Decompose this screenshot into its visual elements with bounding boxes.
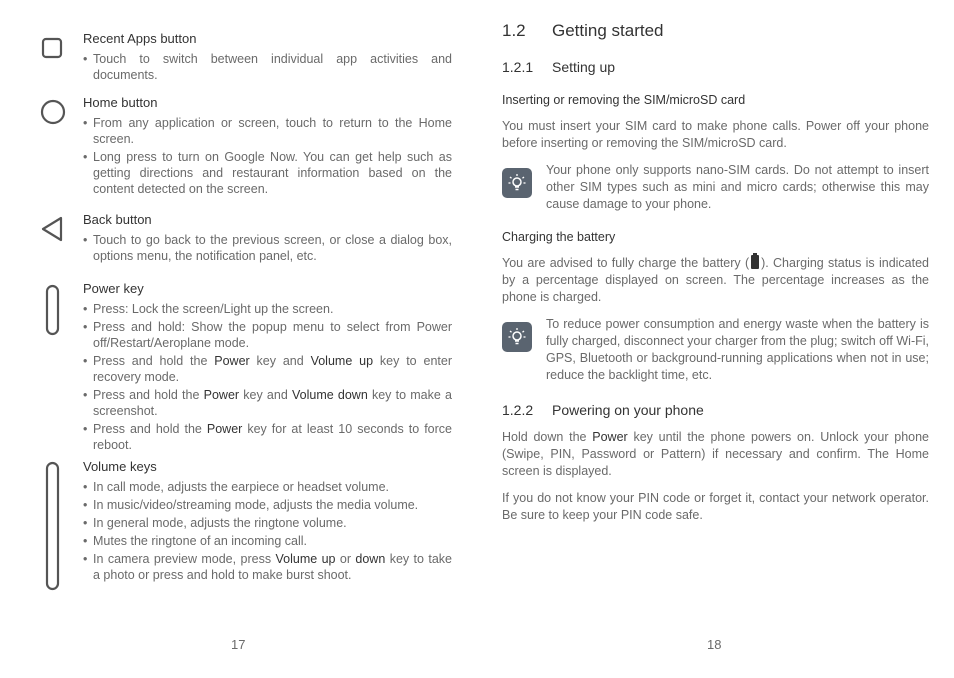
bullet-text: or: [335, 552, 356, 566]
bullet-item: [83, 515, 452, 531]
bullet-text: Press and hold the: [93, 422, 207, 436]
tip-text: To reduce power consumption and energy waste when the battery is fully charged, disconnect your charger from the plug; switch off Wi-Fi, GPS, Bluetooth or background-running applications when not in use; reduce the backlight time, etc.: [546, 317, 929, 382]
bullet-item: [83, 421, 452, 453]
bullet-text: In music/video/streaming mode, adjusts the media volume.: [93, 498, 419, 512]
bullet-item: [83, 115, 452, 147]
section-title: Getting started: [552, 21, 664, 40]
volume-keys-icon: [40, 461, 66, 596]
subsection-number: 1.2.2: [502, 402, 534, 418]
lightbulb-tip-icon: [502, 322, 532, 352]
bullet-text: Mutes the ringtone of an incoming call.: [93, 534, 308, 548]
charging-paragraph: [502, 255, 929, 306]
bullet-text: Press: Lock the screen/Light up the screen.: [93, 302, 334, 316]
bullet-item: [83, 353, 452, 385]
bullet-text: In call mode, adjusts the earpiece or headset volume.: [93, 480, 390, 494]
key-term: Volume up: [310, 354, 374, 368]
key-term: down: [355, 552, 386, 566]
bullet-item: [83, 319, 452, 351]
bullet-item: [83, 301, 452, 317]
subsection-number: 1.2.1: [502, 59, 534, 75]
key-term: Power: [206, 422, 243, 436]
charging-heading: Charging the battery: [502, 230, 616, 244]
key-bullets: [83, 115, 452, 197]
sim-heading: Inserting or removing the SIM/microSD card: [502, 93, 746, 107]
pin-paragraph: If you do not know your PIN code or forget it, contact your network operator. Be sure to keep your PIN code safe.: [502, 491, 929, 522]
bullet-text: Press and hold the: [93, 354, 215, 368]
bullet-text: key and: [249, 354, 311, 368]
bullet-item: [83, 551, 452, 583]
key-bullets: [83, 479, 452, 583]
bullet-text: Press and hold the: [93, 388, 204, 402]
tip-text: Your phone only supports nano-SIM cards. Do not attempt to insert other SIM types such as mini and micro cards; otherwise this may cause damage to your phone.: [546, 163, 929, 211]
subsection-heading-powering-on: [502, 402, 704, 418]
subsection-title: Setting up: [552, 59, 616, 75]
power-key-icon: [40, 284, 66, 341]
power-key-term: Power: [592, 430, 628, 444]
bullet-text: Long press to turn on Google Now. You can get help such as getting directions and restaurant information based on the content detected on the screen.: [93, 150, 452, 196]
battery-icon: [751, 255, 759, 269]
page-number: 17: [231, 637, 246, 652]
recent-apps-icon: [40, 36, 66, 67]
charging-text-after: ). Charging status is indicated by a percentage displayed on screen. The percentage increases as the phone is charged.: [502, 256, 930, 304]
bullet-text: In general mode, adjusts the ringtone volume.: [93, 516, 347, 530]
page-number: 18: [707, 637, 722, 652]
bullet-item: [83, 387, 452, 419]
key-bullets: [83, 301, 452, 453]
power-on-paragraph: [502, 429, 929, 480]
bullet-text: key to enter recovery mode.: [93, 354, 452, 384]
bullet-text: key to make a screenshot.: [93, 388, 452, 418]
subsection-heading-setting-up: [502, 59, 615, 75]
bullet-text: key to take a photo or press and hold to make burst shoot.: [93, 552, 452, 582]
charging-tip: [502, 316, 929, 386]
key-title: Back button: [83, 212, 152, 227]
bullet-text: From any application or screen, touch to return to the Home screen.: [93, 116, 452, 146]
bullet-item: [83, 232, 452, 264]
power-text-before: Hold down the: [502, 430, 593, 444]
bullet-item: [83, 149, 452, 197]
key-title: Home button: [83, 95, 158, 110]
bullet-text: In camera preview mode, press: [93, 552, 276, 566]
back-icon: [40, 215, 66, 248]
key-title: Power key: [83, 281, 144, 296]
subsection-title: Powering on your phone: [552, 402, 704, 418]
key-title: Volume keys: [83, 459, 157, 474]
bullet-text: key and: [239, 388, 292, 402]
bullet-item: [83, 497, 452, 513]
bullet-text: Press and hold: Show the popup menu to select from Power off/Restart/Aeroplane mode.: [93, 320, 452, 350]
bullet-item: [83, 479, 452, 495]
power-text-after: key until the phone powers on. Unlock your phone (Swipe, PIN, Password or Pattern) if necessary and confirm. The Home screen is displayed.: [502, 430, 929, 478]
bullet-item: [83, 51, 452, 83]
lightbulb-tip-icon: [502, 168, 532, 198]
charging-text-before: You are advised to fully charge the battery (: [502, 256, 750, 270]
bullet-item: [83, 533, 452, 549]
sim-paragraph: You must insert your SIM card to make phone calls. Power off your phone before inserting or removing the SIM/microSD card.: [502, 119, 929, 150]
key-bullets: [83, 232, 452, 264]
bullet-text: Touch to go back to the previous screen, or close a dialog box, options menu, the notification panel, etc.: [93, 233, 452, 263]
key-term: Volume down: [292, 388, 368, 402]
home-icon: [40, 98, 68, 131]
key-title: Recent Apps button: [83, 31, 197, 46]
section-number: 1.2: [502, 21, 526, 40]
key-term: Power: [203, 388, 240, 402]
bullet-text: key for at least 10 seconds to force reboot.: [93, 422, 452, 452]
bullet-text: Touch to switch between individual app activities and documents.: [93, 52, 452, 82]
sim-tip: [502, 162, 929, 216]
key-term: Power: [214, 354, 250, 368]
right-page: [477, 0, 954, 678]
key-bullets: [83, 51, 452, 83]
key-term: Volume up: [275, 552, 336, 566]
section-heading: [502, 21, 664, 41]
